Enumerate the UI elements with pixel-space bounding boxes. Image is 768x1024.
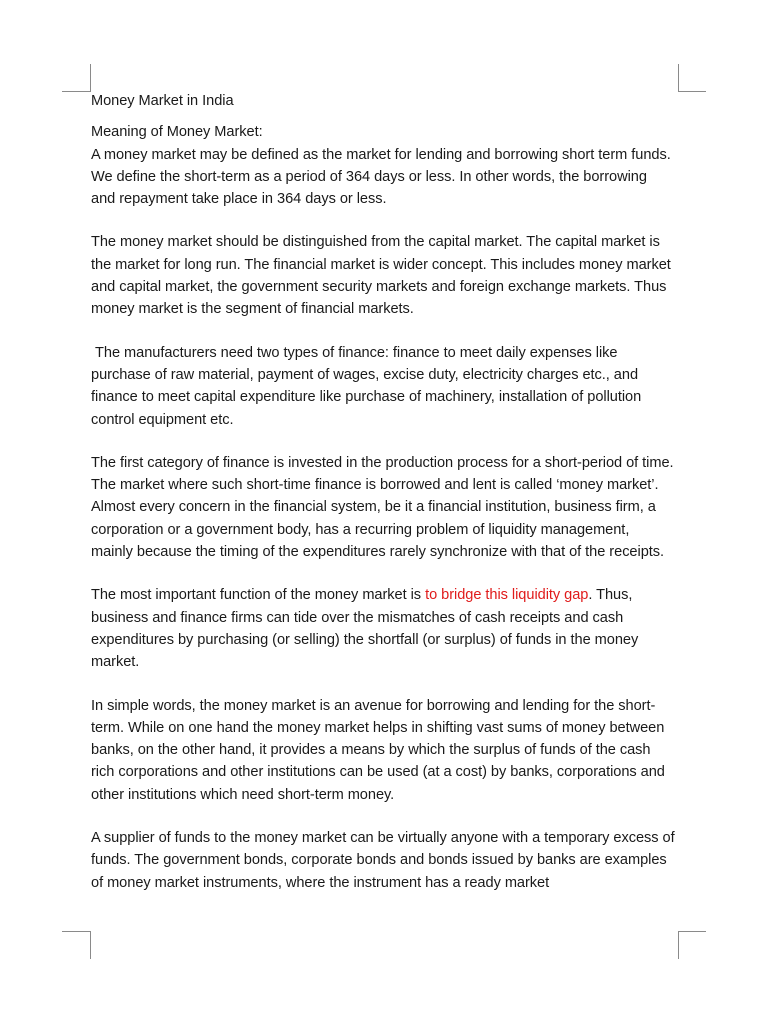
- paragraph-capital-market: The money market should be distinguished from the capital market. The capital market is the market for long run. The financial market is wider concept. This includes money market and capital market, the government security markets and foreign exchange markets. Thus money market is the segment of financial markets.: [91, 234, 675, 318]
- paragraph-supplier-of-funds: A supplier of funds to the money market can be virtually anyone with a temporary excess of funds. The government bonds, corporate bonds and bonds issued by banks are examples of money market instruments, where the instrument has a ready market: [91, 830, 679, 891]
- function-text-after: . Thus, business and finance firms can tide over the mismatches of cash receipts and cash expenditures by purchasing (or selling) the shortfall (or surplus) of funds in the money market.: [91, 587, 643, 671]
- paragraph-function: [91, 584, 675, 673]
- document-body: [91, 90, 679, 915]
- function-text-before: The most important function of the money market is: [91, 587, 426, 604]
- document-title: Money Market in India: [91, 93, 234, 109]
- paragraph-definition: A money market may be defined as the market for lending and borrowing short term funds. We define the short-term as a period of 364 days or less. In other words, the borrowing and repayment take place in 364 days or less.: [91, 146, 675, 208]
- crop-mark-top-right-vertical: [678, 64, 679, 92]
- highlighted-liquidity-gap: to bridge this liquidity gap: [425, 587, 589, 604]
- crop-mark-bottom-left-vertical: [90, 931, 91, 959]
- crop-mark-top-left-vertical: [90, 64, 91, 92]
- paragraph-short-term-finance: The first category of finance is invested in the production process for a short-period of time. The market where such short-time finance is borrowed and lent is called ‘money market’. Almost every concern in the financial system, be it a financial institution, business firm, a corporation or a government body, has a recurring problem of liquidity management, mainly because the timing of the expenditures rarely synchronize with that of the receipts.: [91, 454, 678, 561]
- crop-mark-bottom-right-vertical: [678, 931, 679, 959]
- paragraph-simple-words: In simple words, the money market is an avenue for borrowing and lending for the short-term. While on one hand the money market helps in shifting vast sums of money between banks, on the other hand, it provides a means by which the surplus of funds of the cash rich corporations and other institutions can be used (at a cost) by banks, corporations and other institutions which need short-term money.: [91, 697, 669, 803]
- crop-mark-bottom-right-horizontal: [678, 931, 706, 932]
- crop-mark-bottom-left-horizontal: [62, 931, 90, 932]
- section-heading: Meaning of Money Market:: [91, 124, 263, 141]
- crop-mark-top-right-horizontal: [678, 91, 706, 92]
- paragraph-types-of-finance: The manufacturers need two types of finance: finance to meet daily expenses like purchase of raw material, payment of wages, excise duty, electricity charges etc., and finance to meet capital expenditure like purchase of machinery, installation of pollution control equipment etc.: [91, 344, 646, 428]
- crop-mark-top-left-horizontal: [62, 91, 90, 92]
